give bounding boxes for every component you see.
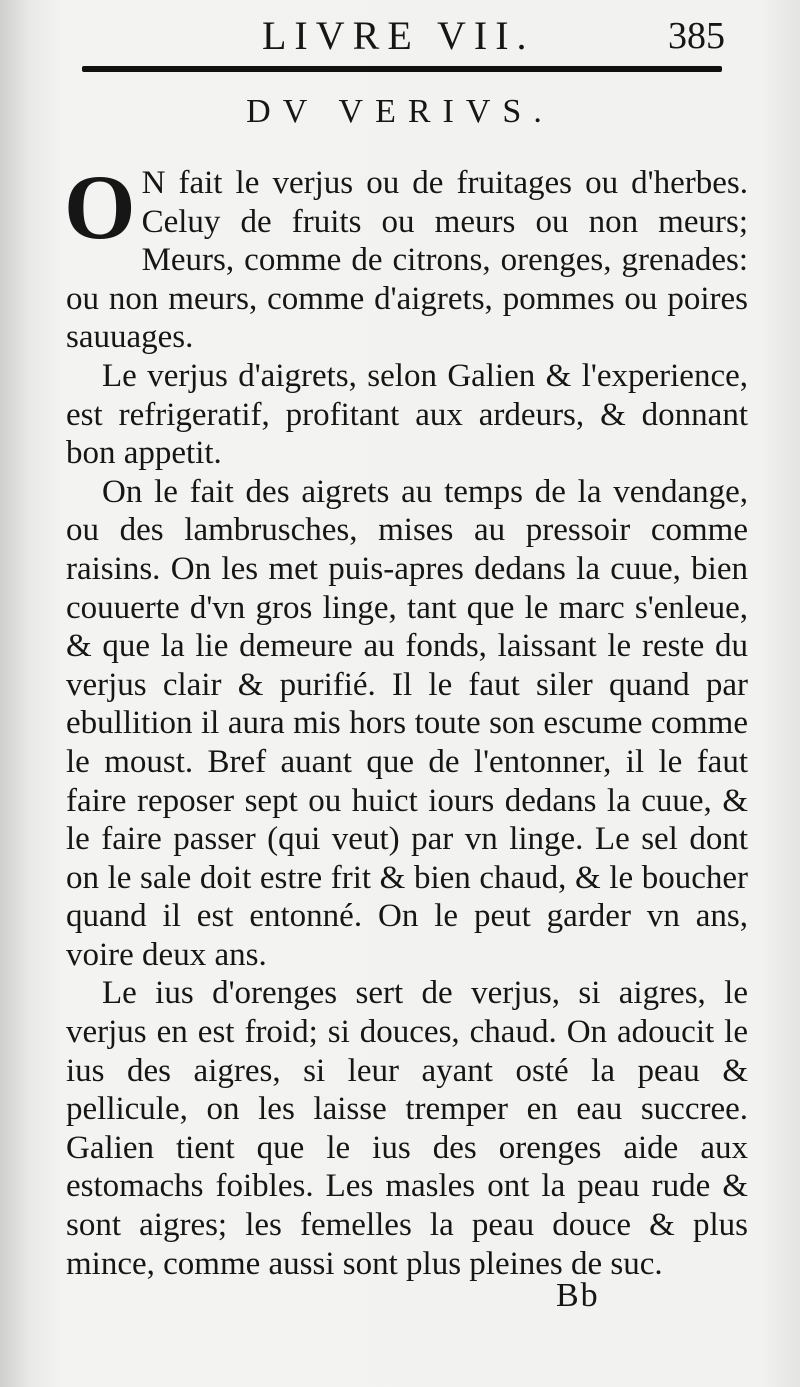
- running-title: LIVRE VII.: [262, 13, 535, 58]
- page-number: 385: [668, 15, 725, 57]
- paragraph-4: Le ius d'orenges sert de verjus, si aigres, le verjus en est froid; si douces, chaud. On adoucit le ius des aigres, si leur ayant osté la peau & pellicule, on les laisse tremper en eau succree. Galien tient que le ius des orenges aide aux estomachs foibles. Les masles ont la peau rude & sont aigres; les femelles la peau douce & plus mince, comme aussi sont plus pleines de suc.: [66, 975, 748, 1282]
- running-head: [0, 8, 800, 58]
- paragraph-3: On le fait des aigrets au temps de la vendange, ou des lambrusches, mises au pressoir comme raisins. On les met puis-apres dedans la cuue, bien couuerte d'vn gros linge, tant que le marc s'enleue, & que la lie demeure au fonds, laissant le reste du verjus clair & purifié. Il le faut siler quand par ebullition il aura mis hors toute son escume comme le moust. Bref auant que de l'entonner, il le faut faire reposer sept ou huict iours dedans la cuue, & le faire passer (qui veut) par vn linge. Le sel dont on le sale doit estre frit & bien chaud, & le boucher quand il est entonné. On le peut garder vn ans, voire deux ans.: [66, 473, 748, 973]
- body-text: [64, 156, 748, 1283]
- section-heading: DV VERIVS.: [246, 93, 554, 130]
- drop-cap: O: [64, 156, 136, 258]
- paragraph-1: [64, 156, 748, 357]
- paragraph-2: Le verjus d'aigrets, selon Galien & l'experience, est refrigeratif, profitant aux ardeurs, & donnant bon appetit.: [66, 357, 748, 472]
- header-rule: [82, 66, 722, 72]
- paragraph-1-text: N fait le verjus ou de fruitages ou d'herbes. Celuy de fruits ou meurs ou non meurs; Meurs, comme de citrons, orenges, grenades: ou non meurs, comme d'aigrets, pommes ou poires sauuages.: [66, 165, 748, 356]
- signature-mark: Bb: [556, 1277, 600, 1314]
